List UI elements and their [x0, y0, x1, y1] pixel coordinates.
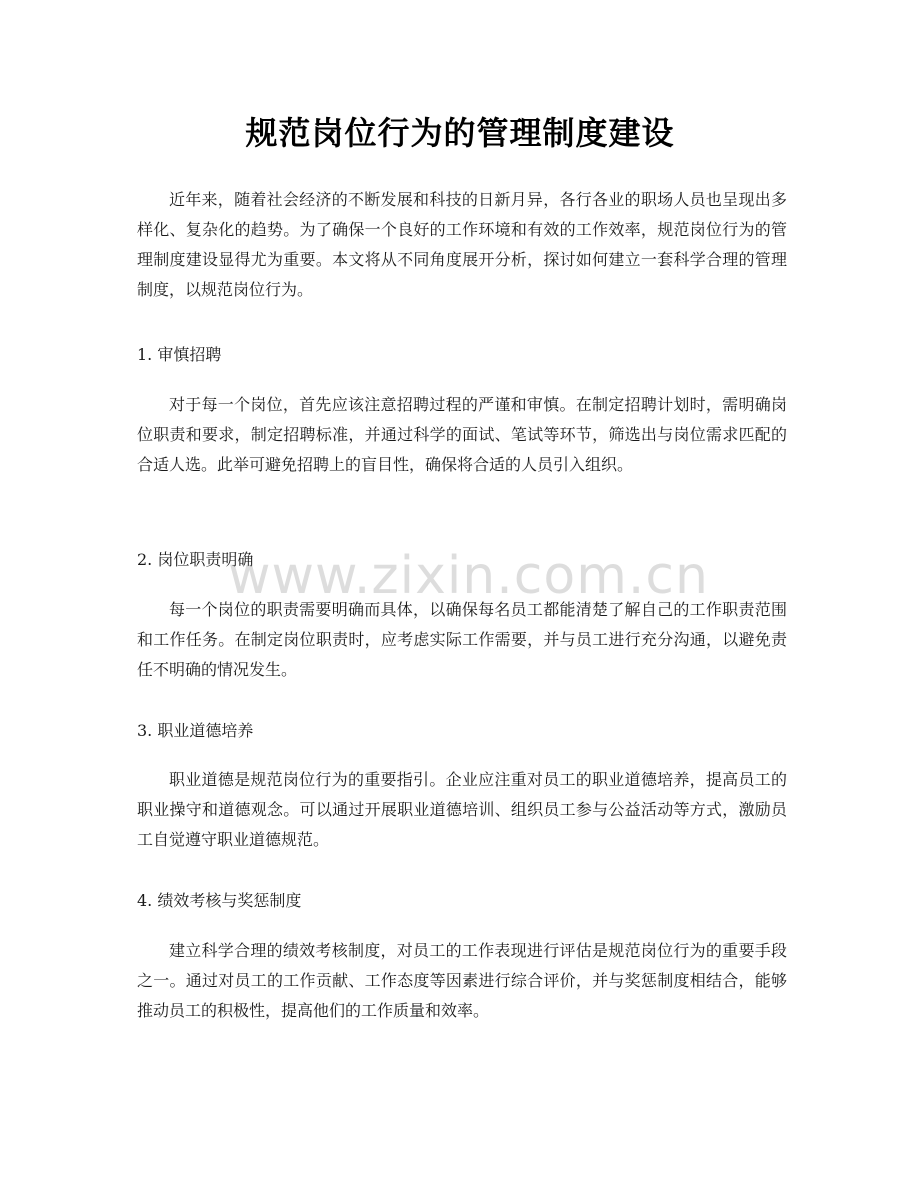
section-heading: 3. 职业道德培养	[137, 721, 254, 740]
section-3	[137, 716, 787, 746]
section-paragraph: 对于每一个岗位，首先应该注意招聘过程的严谨和审慎。在制定招聘计划时，需明确岗位职责和要求，制定招聘标准，并通过科学的面试、笔试等环节，筛选出与岗位需求匹配的合适人选。此举可避免招聘上的盲目性，确保将合适的人员引入组织。	[137, 395, 787, 474]
watermark: www.zixin.com.cn	[228, 546, 709, 606]
section-heading: 4. 绩效考核与奖惩制度	[137, 891, 302, 910]
section-2	[137, 545, 787, 575]
section-1	[137, 340, 787, 370]
section-paragraph: 职业道德是规范岗位行为的重要指引。企业应注重对员工的职业道德培养，提高员工的职业操守和道德观念。可以通过开展职业道德培训、组织员工参与公益活动等方式，激励员工自觉遵守职业道德规范。	[137, 770, 787, 849]
section-3-body	[137, 765, 787, 855]
section-2-body	[137, 595, 787, 685]
section-1-body	[137, 390, 787, 480]
section-paragraph: 每一个岗位的职责需要明确而具体，以确保每名员工都能清楚了解自己的工作职责范围和工作任务。在制定岗位职责时，应考虑实际工作需要，并与员工进行充分沟通，以避免责任不明确的情况发生。	[137, 600, 787, 679]
document-title: 规范岗位行为的管理制度建设	[245, 114, 675, 152]
section-4	[137, 886, 787, 916]
section-4-body	[137, 936, 787, 1026]
intro-paragraph: 近年来，随着社会经济的不断发展和科技的日新月异，各行各业的职场人员也呈现出多样化、复杂化的趋势。为了确保一个良好的工作环境和有效的工作效率，规范岗位行为的管理制度建设显得尤为重要。本文将从不同角度展开分析，探讨如何建立一套科学合理的管理制度，以规范岗位行为。	[137, 190, 787, 299]
section-heading: 1. 审慎招聘	[137, 345, 222, 364]
intro-block	[137, 185, 787, 305]
section-heading: 2. 岗位职责明确	[137, 550, 254, 569]
section-paragraph: 建立科学合理的绩效考核制度，对员工的工作表现进行评估是规范岗位行为的重要手段之一。通过对员工的工作贡献、工作态度等因素进行综合评价，并与奖惩制度相结合，能够推动员工的积极性，提高他们的工作质量和效率。	[137, 941, 787, 1020]
